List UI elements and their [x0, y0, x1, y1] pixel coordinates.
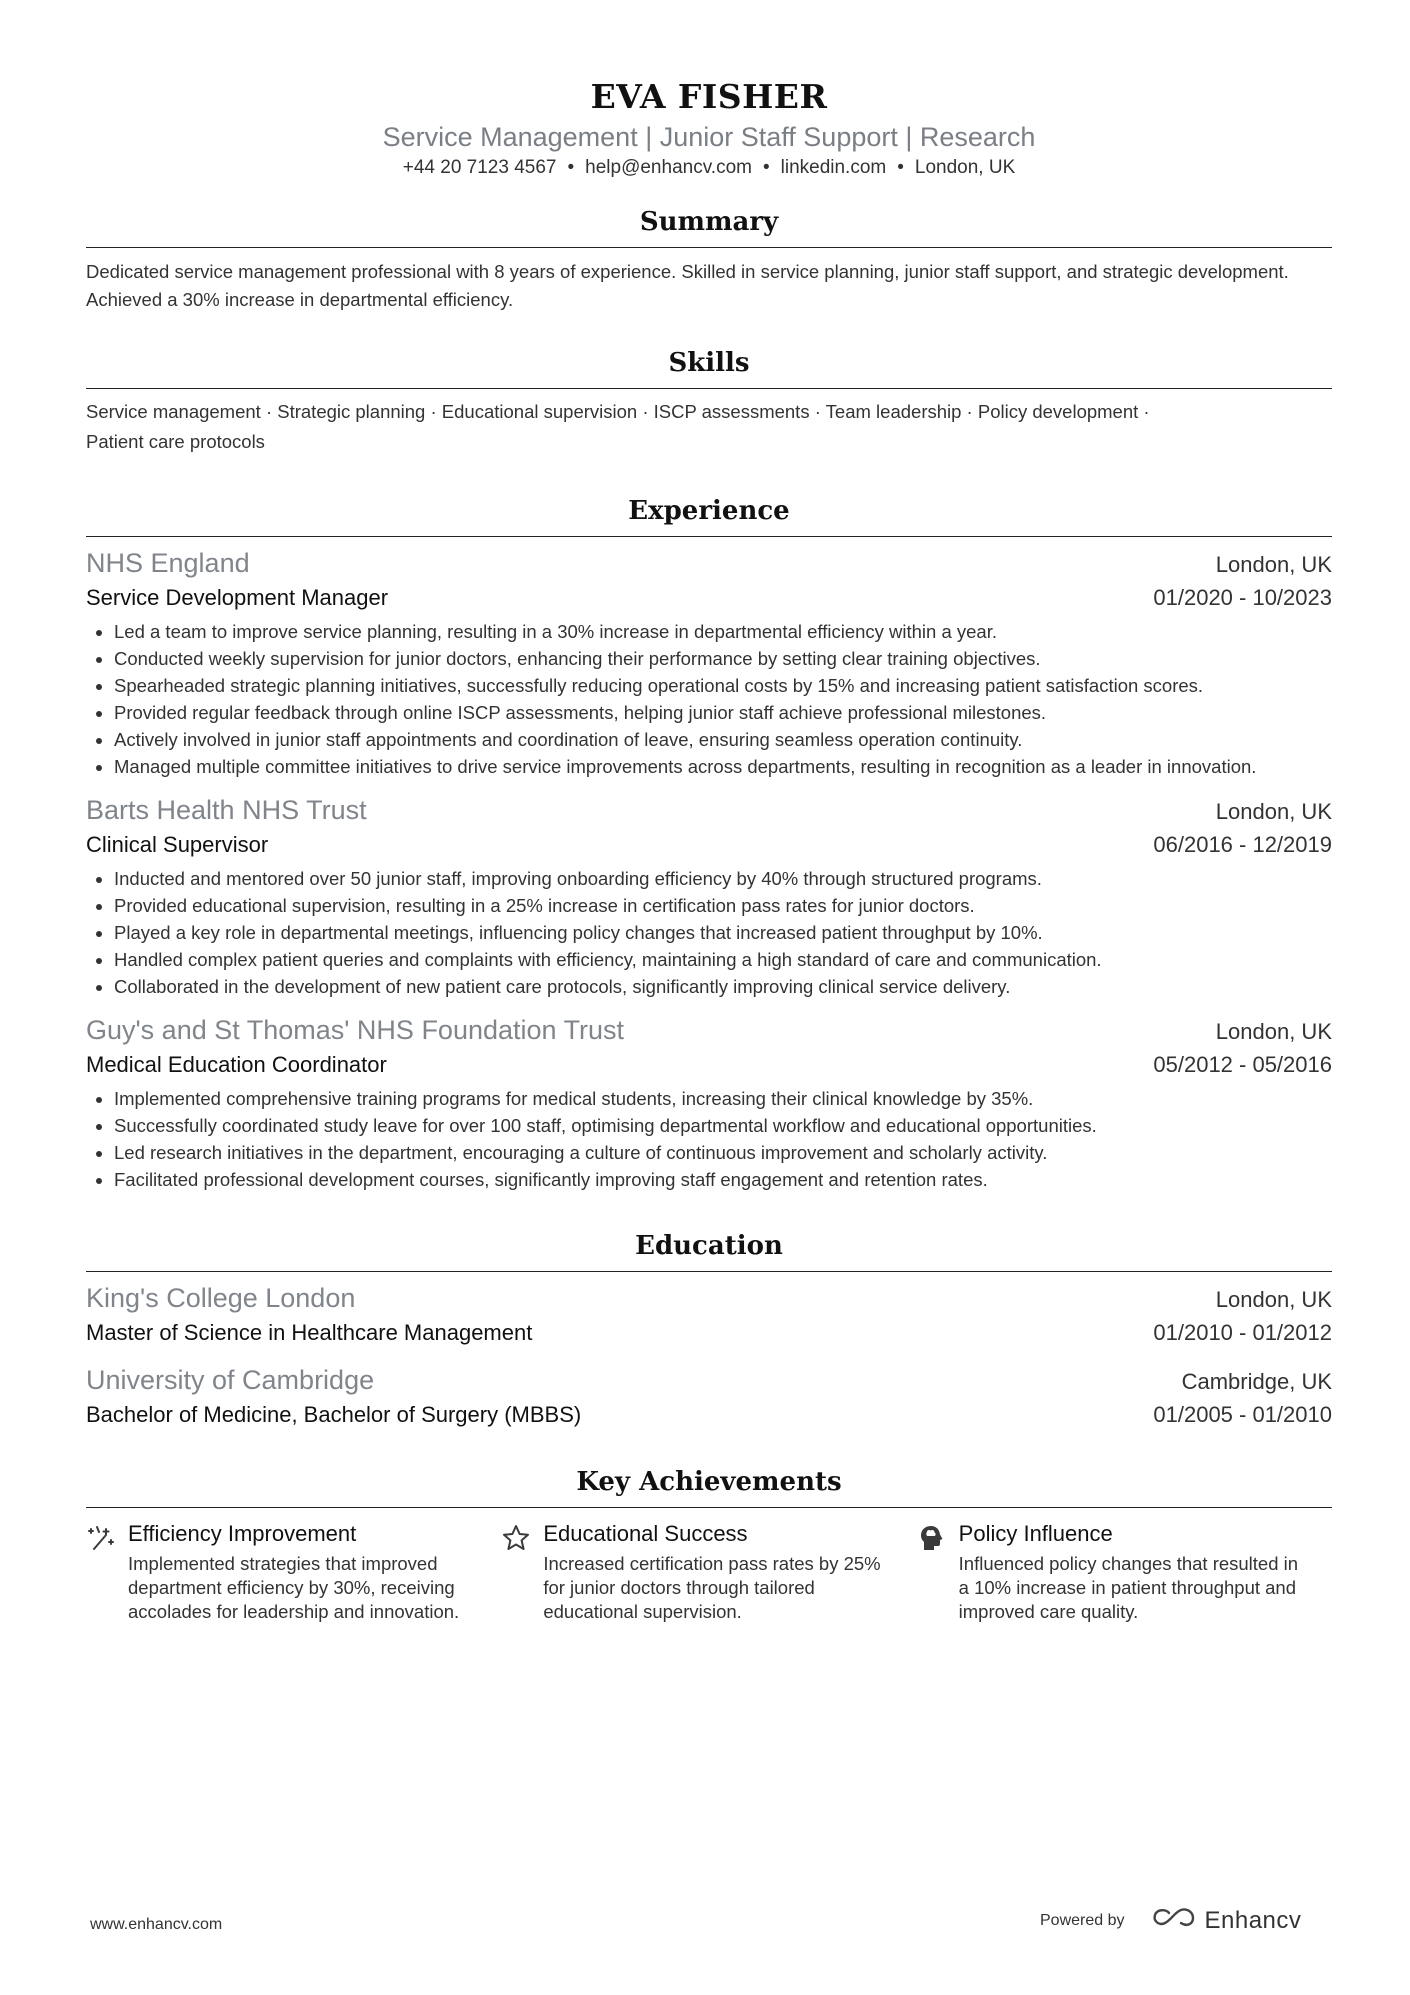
skills-line: Patient care protocols	[86, 431, 265, 452]
degree: Bachelor of Medicine, Bachelor of Surgery (MBBS)	[86, 1402, 582, 1427]
skills-line: Service management · Strategic planning · Educational supervision · ISCP assessments · Team leadership · Policy development ·	[86, 401, 1150, 422]
skills-section	[86, 346, 1332, 457]
school-location: London, UK	[1215, 1287, 1332, 1312]
education-entry	[86, 1363, 1332, 1431]
degree: Master of Science in Healthcare Management	[86, 1320, 533, 1345]
job-title: Service Development Manager	[86, 585, 389, 610]
star-icon	[501, 1520, 543, 1624]
job-dates: 05/2012 - 05/2016	[1153, 1052, 1332, 1077]
contact-line	[86, 156, 1332, 180]
list-item: • Implemented comprehensive training programs for medical students, increasing their clinical knowledge by 35%.	[114, 1085, 1332, 1112]
section-divider	[86, 536, 1332, 537]
job-bullets	[86, 1085, 1332, 1193]
job-title: Clinical Supervisor	[86, 832, 269, 857]
achievement-title: Efficiency Improvement	[128, 1521, 357, 1546]
experience-entry	[86, 793, 1332, 1000]
experience-section	[86, 494, 1332, 1193]
linkedin[interactable]: linkedin.com	[780, 157, 887, 178]
list-item: • Actively involved in junior staff appointments and coordination of leave, ensuring seamless operation continuity.	[114, 726, 1332, 753]
skills-list	[86, 397, 1332, 457]
contact-separator: •	[897, 157, 904, 178]
powered-by-label: Powered by	[1040, 1911, 1125, 1929]
phone: +44 20 7123 4567	[402, 157, 557, 178]
section-title-education: Education	[635, 1231, 783, 1261]
job-location: London, UK	[1215, 1019, 1332, 1044]
education-entry	[86, 1281, 1332, 1349]
achievements-section	[86, 1465, 1332, 1624]
section-title-summary: Summary	[639, 207, 779, 237]
magic-wand-icon	[86, 1520, 128, 1624]
section-divider	[86, 247, 1332, 248]
resume-page	[86, 0, 1332, 1624]
enhancv-logo-icon	[1151, 1906, 1197, 1935]
employer: Barts Health NHS Trust	[86, 795, 367, 825]
contact-separator: •	[762, 157, 770, 178]
list-item: • Provided regular feedback through online ISCP assessments, helping junior staff achieve professional milestones.	[114, 699, 1332, 726]
summary-section	[86, 205, 1332, 314]
job-location: London, UK	[1215, 799, 1332, 824]
headline: Service Management | Junior Staff Support | Research	[382, 122, 1036, 152]
list-item: • Managed multiple committee initiatives to drive service improvements across departments, resulting in recognition as a leader in innovation.	[114, 753, 1332, 780]
list-item: • Spearheaded strategic planning initiatives, successfully reducing operational costs by 15% and increasing patient satisfaction scores.	[114, 672, 1332, 699]
achievement-item	[501, 1520, 916, 1624]
section-divider	[86, 388, 1332, 389]
employer: Guy's and St Thomas' NHS Foundation Trust	[86, 1015, 625, 1045]
achievement-title: Policy Influence	[958, 1521, 1113, 1546]
candidate-name: EVA FISHER	[590, 77, 828, 116]
footer-website[interactable]: www.enhancv.com	[90, 1916, 223, 1933]
list-item: • Provided educational supervision, resulting in a 25% increase in certification pass rates for junior doctors.	[114, 892, 1332, 919]
achievement-item	[86, 1520, 501, 1624]
experience-entry	[86, 1013, 1332, 1193]
job-location: London, UK	[1215, 552, 1332, 577]
education-section	[86, 1229, 1332, 1431]
education-dates: 01/2005 - 01/2010	[1153, 1402, 1332, 1427]
job-bullets	[86, 865, 1332, 1000]
job-dates: 06/2016 - 12/2019	[1153, 832, 1332, 857]
achievement-item	[917, 1520, 1332, 1624]
achievement-title: Educational Success	[543, 1521, 748, 1546]
brand-name: Enhancv	[1204, 1906, 1302, 1934]
contact-separator: •	[567, 157, 575, 178]
employer: NHS England	[86, 548, 250, 578]
location: London, UK	[914, 157, 1016, 178]
list-item: • Conducted weekly supervision for junior doctors, enhancing their performance by setting clear training objectives.	[114, 645, 1332, 672]
achievement-description: Implemented strategies that improved department efficiency by 30%, receiving accolades for leadership and innovation.	[128, 1553, 460, 1622]
section-title-skills: Skills	[668, 348, 750, 378]
school: King's College London	[86, 1283, 356, 1313]
achievements-grid	[86, 1520, 1332, 1624]
job-title: Medical Education Coordinator	[86, 1052, 387, 1077]
education-dates: 01/2010 - 01/2012	[1153, 1320, 1332, 1345]
list-item: • Inducted and mentored over 50 junior staff, improving onboarding efficiency by 40% through structured programs.	[114, 865, 1332, 892]
section-divider	[86, 1271, 1332, 1272]
list-item: • Played a key role in departmental meetings, influencing policy changes that increased patient throughput by 10%.	[114, 919, 1332, 946]
list-item: • Collaborated in the development of new patient care protocols, significantly improving clinical service delivery.	[114, 973, 1332, 1000]
list-item: • Led research initiatives in the department, encouraging a culture of continuous improvement and scholarly activity.	[114, 1139, 1332, 1166]
resume-header	[86, 77, 1332, 180]
section-title-achievements: Key Achievements	[576, 1467, 842, 1497]
list-item: • Led a team to improve service planning, resulting in a 30% increase in departmental efficiency within a year.	[114, 618, 1332, 645]
head-brain-icon	[917, 1520, 959, 1624]
school-location: Cambridge, UK	[1181, 1369, 1332, 1394]
section-divider	[86, 1507, 1332, 1508]
list-item: • Facilitated professional development courses, significantly improving staff engagement and retention rates.	[114, 1166, 1332, 1193]
summary-text: Dedicated service management professional with 8 years of experience. Skilled in service planning, junior staff support, and strategic development. Achieved a 30% increase in departmental efficiency.	[86, 261, 1289, 310]
email[interactable]: help@enhancv.com	[585, 157, 752, 178]
school: University of Cambridge	[86, 1365, 375, 1395]
list-item: • Successfully coordinated study leave for over 100 staff, optimising departmental workflow and educational opportunities.	[114, 1112, 1332, 1139]
experience-entry	[86, 546, 1332, 780]
job-bullets	[86, 618, 1332, 780]
list-item: • Handled complex patient queries and complaints with efficiency, maintaining a high standard of care and communication.	[114, 946, 1332, 973]
section-title-experience: Experience	[628, 496, 790, 526]
achievement-description: Increased certification pass rates by 25% for junior doctors through tailored educational supervision.	[543, 1553, 881, 1622]
job-dates: 01/2020 - 10/2023	[1153, 585, 1332, 610]
achievement-description: Influenced policy changes that resulted in a 10% increase in patient throughput and improved care quality.	[958, 1553, 1299, 1622]
footer-branding	[1040, 1906, 1301, 1935]
